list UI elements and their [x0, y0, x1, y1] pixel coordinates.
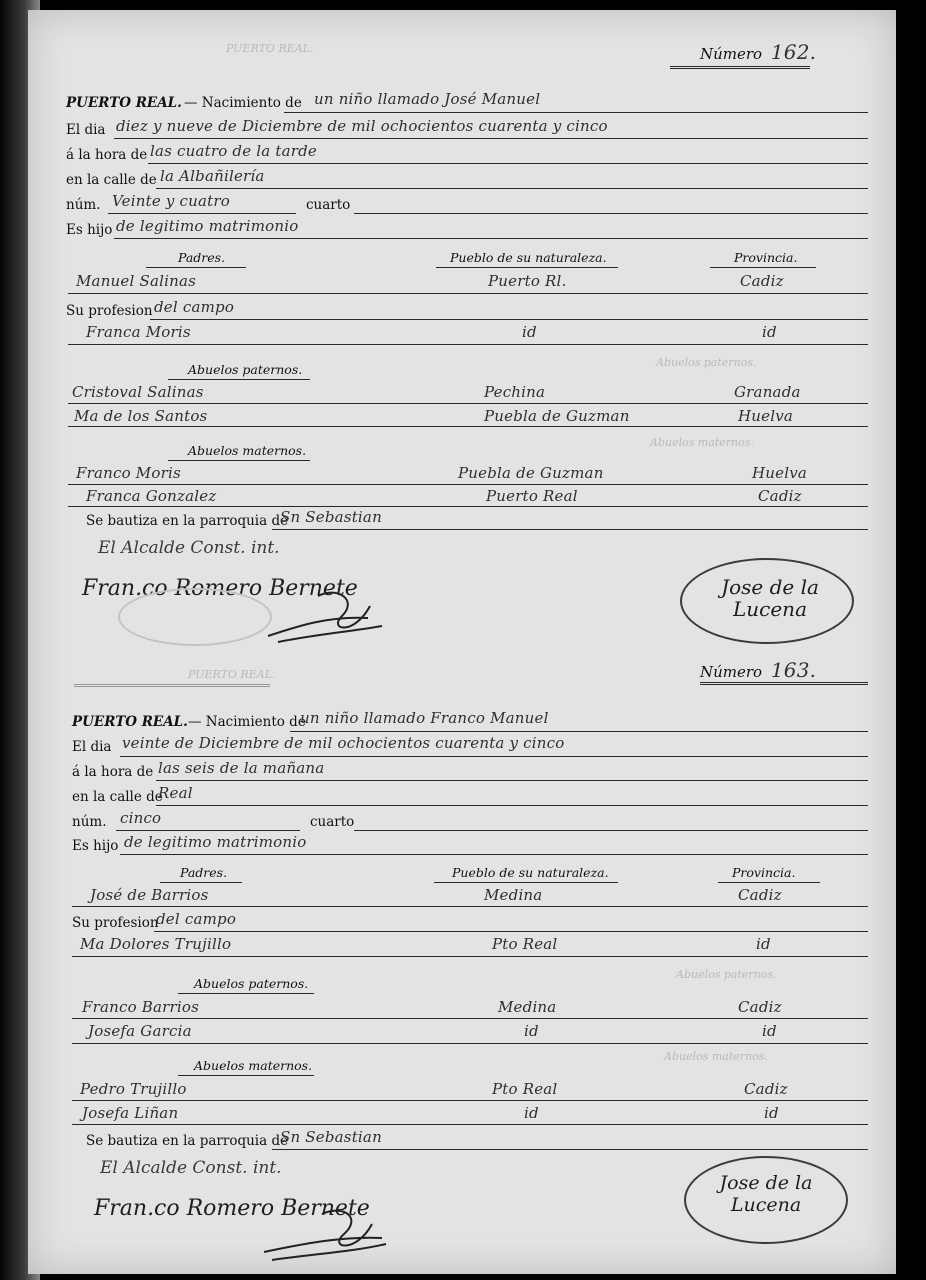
profesion-value: del campo [156, 910, 237, 928]
fill-line [120, 756, 868, 757]
abuelos-maternos-header: Abuelos maternos. [188, 443, 307, 458]
column-header-provincia: Provincia. [734, 250, 798, 265]
hora-label: á la hora de [72, 764, 154, 780]
divider [178, 993, 314, 994]
calle-value: Real [158, 784, 193, 802]
birth-label: — Nacimiento de [184, 95, 302, 111]
hijo-label: Es hijo [66, 222, 113, 238]
fill-line [114, 138, 868, 139]
fill-line [116, 830, 300, 831]
column-header-provincia: Provincia. [732, 865, 796, 880]
signature-flourish [252, 1196, 392, 1266]
father-name: José de Barrios [90, 886, 209, 904]
fill-line [72, 1043, 868, 1044]
profesion-label: Su profesion [72, 915, 159, 931]
register-page [28, 10, 896, 1274]
fill-line [68, 403, 868, 404]
alcalde-signature: Fran.co Romero Bernete [94, 1196, 370, 1221]
record-number [700, 658, 816, 682]
numero-value: 163. [770, 658, 817, 682]
bleed-through-text: Abuelos paternos. [676, 968, 777, 981]
fill-line [284, 112, 868, 113]
mother-provincia: id [756, 935, 771, 953]
divider [670, 66, 810, 69]
fill-line [72, 956, 868, 957]
mother-name: Franca Moris [86, 323, 191, 341]
dia-value: diez y nueve de Diciembre de mil ochocientos cuarenta y cinco [116, 117, 608, 135]
fill-line [154, 931, 868, 932]
fill-line [272, 1149, 868, 1150]
mother-pueblo: Pto Real [492, 935, 558, 953]
dia-label: El dia [66, 122, 106, 138]
grandparent-name: Franco Barrios [82, 998, 200, 1016]
grandparent-name: Pedro Trujillo [80, 1080, 187, 1098]
signature-flourish [258, 576, 388, 648]
father-provincia: Cadiz [740, 272, 784, 290]
fill-line [156, 188, 868, 189]
num-value: Veinte y cuatro [112, 192, 230, 210]
calle-label: en la calle de [66, 172, 157, 188]
fill-line [72, 906, 868, 907]
fill-line [72, 1018, 868, 1019]
fill-line [290, 731, 868, 732]
grandparent-pueblo: Pto Real [492, 1080, 558, 1098]
hora-value: las cuatro de la tarde [150, 142, 317, 160]
fill-line [72, 1100, 868, 1101]
column-header-pueblo: Pueblo de su naturaleza. [450, 250, 607, 265]
numero-label: Número [700, 663, 763, 681]
grandparent-name: Josefa Garcia [88, 1022, 192, 1040]
bleed-through-text: PUERTO REAL. [226, 42, 314, 55]
grandparent-provincia: Cadiz [744, 1080, 788, 1098]
column-header-padres: Padres. [178, 250, 226, 265]
father-pueblo: Medina [484, 886, 543, 904]
alcalde-line: El Alcalde Const. int. [98, 538, 280, 558]
numero-value: 162. [770, 40, 817, 64]
hijo-value: de legitimo matrimonio [116, 217, 299, 235]
fill-line [120, 854, 868, 855]
bautiza-value: Sn Sebastian [280, 508, 382, 526]
divider [700, 682, 868, 685]
divider [434, 882, 618, 883]
divider [436, 267, 618, 268]
grandparent-provincia: id [762, 1022, 777, 1040]
bleed-through-text: PUERTO REAL. [188, 668, 276, 681]
fill-line [68, 293, 868, 294]
grandparent-name: Franco Moris [76, 464, 181, 482]
grandparent-pueblo: Pechina [484, 383, 546, 401]
fill-line [354, 213, 868, 214]
father-pueblo: Puerto Rl. [488, 272, 567, 290]
grandparent-provincia: Huelva [752, 464, 808, 482]
fill-line [354, 830, 868, 831]
cuarto-label: cuarto [310, 814, 355, 830]
dia-label: El dia [72, 739, 112, 755]
secretary-signature: Jose de la Lucena [721, 575, 819, 621]
grandparent-provincia: Granada [734, 383, 801, 401]
calle-label: en la calle de [72, 789, 163, 805]
birth-value: un niño llamado Franco Manuel [300, 709, 549, 727]
num-label: núm. [72, 814, 107, 830]
divider [178, 1075, 314, 1076]
bleed-through-text: Abuelos paternos. [656, 356, 757, 369]
hijo-label: Es hijo [72, 838, 119, 854]
mother-pueblo: id [522, 323, 537, 341]
hijo-value: de legitimo matrimonio [124, 833, 307, 851]
record-number [700, 40, 816, 64]
grandparent-pueblo: id [524, 1022, 539, 1040]
fill-line [72, 1124, 868, 1125]
dia-value: veinte de Diciembre de mil ochocientos cuarenta y cinco [122, 734, 565, 752]
birth-label: — Nacimiento de [188, 714, 306, 730]
bautiza-label: Se bautiza en la parroquia de [86, 1133, 289, 1149]
divider [74, 684, 270, 687]
alcalde-signature: Fran.co Romero Bernete [82, 576, 358, 601]
grandparent-pueblo: Puebla de Guzman [484, 407, 630, 425]
fill-line [108, 213, 296, 214]
grandparent-name: Josefa Liñan [82, 1104, 179, 1122]
profesion-label: Su profesion [66, 303, 153, 319]
grandparent-provincia: id [764, 1104, 779, 1122]
num-value: cinco [120, 809, 162, 827]
secretary-signature: Jose de la Lucena [719, 1172, 813, 1216]
divider [168, 460, 310, 461]
fill-line [68, 484, 868, 485]
cuarto-label: cuarto [306, 197, 351, 213]
abuelos-maternos-header: Abuelos maternos. [194, 1058, 313, 1073]
bautiza-value: Sn Sebastian [280, 1128, 382, 1146]
bleed-through-text: Abuelos maternos. [650, 436, 754, 449]
father-provincia: Cadiz [738, 886, 782, 904]
fill-line [156, 780, 868, 781]
fill-line [68, 426, 868, 427]
fill-line [68, 344, 868, 345]
divider [710, 267, 816, 268]
column-header-pueblo: Pueblo de su naturaleza. [452, 865, 609, 880]
num-label: núm. [66, 197, 101, 213]
grandparent-pueblo: Puerto Real [486, 487, 578, 505]
fill-line [150, 319, 868, 320]
fill-line [272, 529, 868, 530]
bautiza-label: Se bautiza en la parroquia de [86, 513, 289, 529]
birth-value: un niño llamado José Manuel [314, 90, 541, 108]
place-label: PUERTO REAL. [66, 95, 182, 111]
divider [718, 882, 820, 883]
hora-label: á la hora de [66, 147, 148, 163]
grandparent-pueblo: id [524, 1104, 539, 1122]
grandparent-provincia: Huelva [738, 407, 794, 425]
numero-label: Número [700, 45, 763, 63]
place-label: PUERTO REAL. [72, 714, 188, 730]
divider [168, 379, 310, 380]
grandparent-name: Ma de los Santos [74, 407, 208, 425]
fill-line [114, 238, 868, 239]
alcalde-line: El Alcalde Const. int. [100, 1158, 282, 1178]
father-name: Manuel Salinas [76, 272, 196, 290]
fill-line [68, 506, 868, 507]
faded-seal [118, 588, 272, 646]
profesion-value: del campo [154, 298, 235, 316]
grandparent-pueblo: Medina [498, 998, 557, 1016]
abuelos-paternos-header: Abuelos paternos. [188, 362, 303, 377]
grandparent-provincia: Cadiz [758, 487, 802, 505]
bleed-through-text: Abuelos maternos. [664, 1050, 768, 1063]
grandparent-name: Franca Gonzalez [86, 487, 217, 505]
fill-line [148, 163, 868, 164]
grandparent-pueblo: Puebla de Guzman [458, 464, 604, 482]
mother-provincia: id [762, 323, 777, 341]
divider [160, 882, 242, 883]
divider [146, 267, 246, 268]
hora-value: las seis de la mañana [158, 759, 325, 777]
grandparent-provincia: Cadiz [738, 998, 782, 1016]
column-header-padres: Padres. [180, 865, 228, 880]
abuelos-paternos-header: Abuelos paternos. [194, 976, 309, 991]
grandparent-name: Cristoval Salinas [72, 383, 204, 401]
calle-value: la Albañilería [160, 167, 265, 185]
mother-name: Ma Dolores Trujillo [80, 935, 232, 953]
fill-line [156, 805, 868, 806]
